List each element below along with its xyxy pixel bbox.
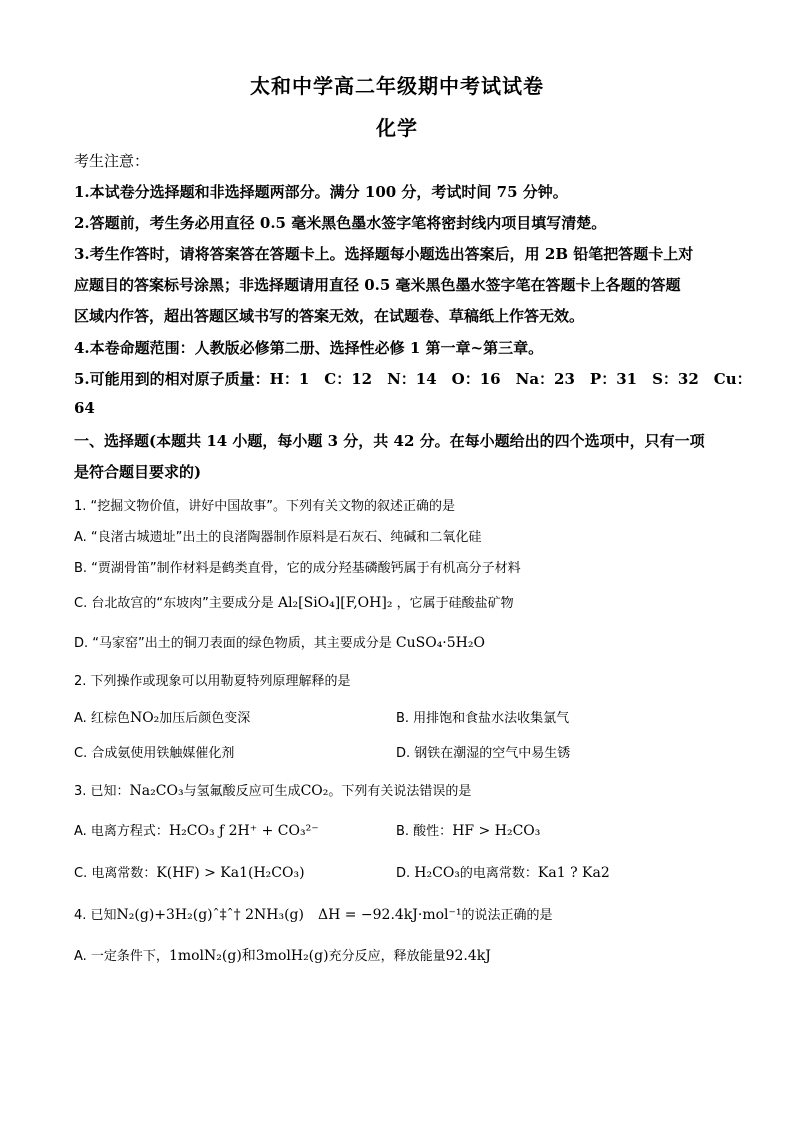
notice-item: 4.本卷命题范围：人教版必修第二册、选择性必修 1 第一章~第三章。 xyxy=(74,339,544,357)
notice-item: 5.可能用到的相对原子质量：H：1 C：12 N：14 O：16 Na：23 P：31 S：32 Cu： xyxy=(74,370,752,388)
q1-option-a: A. “良渚古城遗址”出土的良渚陶器制作原料是石灰石、纯碱和二氧化硅 xyxy=(74,530,482,545)
question-4-stem xyxy=(74,904,734,924)
q1-c-text-end: ，它属于硅酸盐矿物 xyxy=(396,596,514,611)
q3-c-text: C. 电离常数： xyxy=(74,866,157,881)
q3-c-formula: K(HF) > Ka1(H₂CO₃) xyxy=(156,865,305,881)
question-2-stem: 2. 下列操作或现象可以用勒夏特列原理解释的是 xyxy=(74,674,351,689)
q3-b-formula: HF > H₂CO₃ xyxy=(452,823,541,839)
q2-a-formula: NO₂ xyxy=(129,710,160,726)
q3-stem-formula-2: CO₂ xyxy=(300,783,329,799)
q2-a-text: A. 红棕色 xyxy=(74,711,130,726)
q1-c-text: C. 台北故宫的“东坡肉”主要成分是 xyxy=(74,596,274,611)
q3-stem-text-end: 。下列有关说法错误的是 xyxy=(328,784,472,799)
q4-a-formula: 1molN₂(g)和3molH₂(g) xyxy=(168,948,329,964)
q1-c-formula: Al₂[SiO₄][F,OH]₂ xyxy=(277,595,393,611)
q2-a-text-end: 加压后颜色变深 xyxy=(159,711,251,726)
notice-item: 64 xyxy=(74,399,95,417)
q3-option-b xyxy=(396,820,540,839)
notice-item: 3.考生作答时，请将答案答在答题卡上。选择题每小题选出答案后，用 2B 铅笔把答题卡上对 xyxy=(74,245,694,263)
q4-stem-formula: N₂(g)+3H₂(g)ˆ‡ˆ† 2NH₃(g) ΔH = −92.4kJ·mol⁻¹ xyxy=(116,907,462,923)
q4-stem-text-end: 的说法正确的是 xyxy=(461,908,553,923)
q3-stem-text: 3. 已知： xyxy=(74,784,130,799)
q2-option-d: D. 钢铁在潮湿的空气中易生锈 xyxy=(396,746,571,761)
q2-option-a xyxy=(74,707,374,726)
q1-option-b: B. “贾湖骨笛”制作材料是鹤类直骨，它的成分羟基磷酸钙属于有机高分子材料 xyxy=(74,561,521,576)
notice-item: 应题目的答案标号涂黑；非选择题请用直径 0.5 毫米黑色墨水签字笔在答题卡上各题的答题 xyxy=(74,276,681,294)
q2-option-b: B. 用排饱和食盐水法收集氯气 xyxy=(396,711,570,726)
notice-item: 2.答题前，考生务必用直径 0.5 毫米黑色墨水签字笔将密封线内项目填写清楚。 xyxy=(74,214,607,232)
notice-heading: 考生注意： xyxy=(74,152,150,170)
q3-option-a xyxy=(74,820,374,839)
q2-option-c: C. 合成氨使用铁触媒催化剂 xyxy=(74,746,235,761)
q4-a-text-mid: 充分反应，释放能量 xyxy=(328,949,446,964)
q1-option-d xyxy=(74,632,734,651)
q3-b-text: B. 酸性： xyxy=(396,824,453,839)
q3-a-formula: H₂CO₃ ƒ 2H⁺ + CO₃²⁻ xyxy=(168,823,319,839)
q3-d-text-mid: 的电离常数： xyxy=(459,866,538,881)
q3-d-formula-2: Ka1 ? Ka2 xyxy=(537,865,610,881)
q3-option-d xyxy=(396,862,610,881)
question-3-stem xyxy=(74,780,734,799)
q1-option-c xyxy=(74,592,734,611)
section-heading-cont: 是符合题目要求的) xyxy=(74,463,202,481)
q3-a-text: A. 电离方程式： xyxy=(74,824,169,839)
subject-title: 化学 xyxy=(376,116,418,140)
exam-title: 太和中学高二年级期中考试试卷 xyxy=(250,74,544,98)
question-1-stem: 1. “挖掘文物价值，讲好中国故事”。下列有关文物的叙述正确的是 xyxy=(74,499,456,514)
q3-option-c xyxy=(74,862,374,881)
q4-stem-text: 4. 已知 xyxy=(74,908,117,923)
q4-a-formula-2: 92.4kJ xyxy=(445,948,491,964)
q4-option-a xyxy=(74,945,734,965)
notice-item: 区域内作答，超出答题区域书写的答案无效，在试题卷、草稿纸上作答无效。 xyxy=(74,307,585,325)
section-heading: 一、选择题(本题共 14 小题，每小题 3 分，共 42 分。在每小题给出的四个选项中，只有一项 xyxy=(74,432,705,450)
q3-d-text: D. xyxy=(396,866,415,881)
q3-d-formula: H₂CO₃ xyxy=(414,865,460,881)
notice-item: 1.本试卷分选择题和非选择题两部分。满分 100 分，考试时间 75 分钟。 xyxy=(74,183,568,201)
q3-stem-formula: Na₂CO₃ xyxy=(129,783,184,799)
q1-d-text: D. “马家窑”出土的铜刀表面的绿色物质，其主要成分是 xyxy=(74,636,392,651)
q4-a-text: A. 一定条件下， xyxy=(74,949,169,964)
q3-stem-text-mid: 与氢氟酸反应可生成 xyxy=(183,784,301,799)
q1-d-formula: CuSO₄·5H₂O xyxy=(395,635,485,651)
